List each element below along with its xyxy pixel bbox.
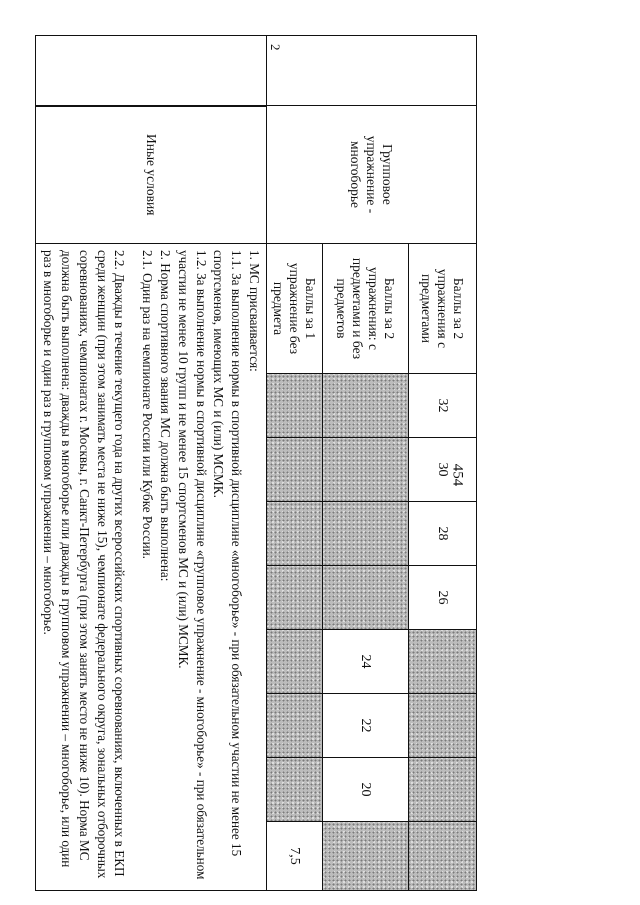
other-conditions-label: Иные условия [36, 106, 267, 244]
shaded-cell [323, 438, 409, 502]
score-cell: 32 [409, 374, 477, 438]
conditions-row [36, 36, 267, 891]
condition-line: 2.2. Дважды в течение текущего года на других всероссийских спортивных соревнованиях, включенных в ЕКП среди женщин (при этом занимать места не ниже 15), чемпионате федерального округа, зональных отборочных соревнованиях, чемпионатах г. Москвы, г. Санкт-Петербурга (при этом занять место не ниже 10). Норма МС должна быть выполнена: дважды в многоборье или дважды в групповом упражнении – многоборье, или один раз в многоборье и один раз в групповом упражнении – многоборье. [41, 250, 128, 879]
shaded-cell [323, 566, 409, 630]
score-cell: 20 [323, 758, 409, 822]
shaded-cell [409, 822, 477, 891]
shaded-cell [409, 630, 477, 694]
score-cell: 30 [409, 438, 477, 502]
row-number-cell: 2 [267, 36, 477, 106]
shaded-cell [323, 822, 409, 891]
shaded-cell [267, 758, 323, 822]
conditions-cell [36, 244, 267, 891]
shaded-cell [323, 374, 409, 438]
score-row-1 [409, 36, 477, 891]
shaded-cell [323, 502, 409, 566]
shaded-cell [409, 758, 477, 822]
condition-spacer [128, 250, 138, 884]
shaded-cell [267, 502, 323, 566]
score-row-label: Баллы за 2 упражнения: с предметами и без предметов [323, 244, 409, 374]
shaded-cell [267, 694, 323, 758]
score-cell: 28 [409, 502, 477, 566]
condition-line: 1.2. За выполнение нормы в спортивной дисциплине «групповое упражнение - многоборье» - при обязательном участии не менее 10 групп и не менее 15 спортсменов МС и (или) МСМК. [175, 250, 209, 880]
condition-line: 2. Норма спортивного звания МС должна быть выполнена: [158, 250, 174, 582]
condition-line: 2.1. Один раз на чемпионате России или Кубке России. [140, 250, 156, 559]
shaded-cell [267, 566, 323, 630]
standards-table [35, 35, 477, 891]
page-number: 454 [449, 463, 466, 487]
score-row-label: Баллы за 1 упражнение без предмета [267, 244, 323, 374]
condition-line: 1.1. За выполнение нормы в спортивной дисциплине «многоборье» - при обязательном участии не менее 15 спортсменов, имеющих МС и (или) МСМК. [211, 250, 245, 857]
score-cell: 26 [409, 566, 477, 630]
shaded-cell [267, 374, 323, 438]
rotated-table-container [41, 35, 477, 890]
shaded-cell [267, 438, 323, 502]
condition-line: 1. МС присваивается: [247, 250, 262, 372]
score-cell: 24 [323, 630, 409, 694]
shaded-cell [409, 694, 477, 758]
empty-number-cell [36, 36, 267, 106]
score-row-label: Баллы за 2 упражнения с предметами [409, 244, 477, 374]
discipline-cell: Групповое упражнение - многоборье [267, 106, 477, 244]
shaded-cell [267, 630, 323, 694]
score-cell: 22 [323, 694, 409, 758]
score-cell: 7,5 [267, 822, 323, 891]
